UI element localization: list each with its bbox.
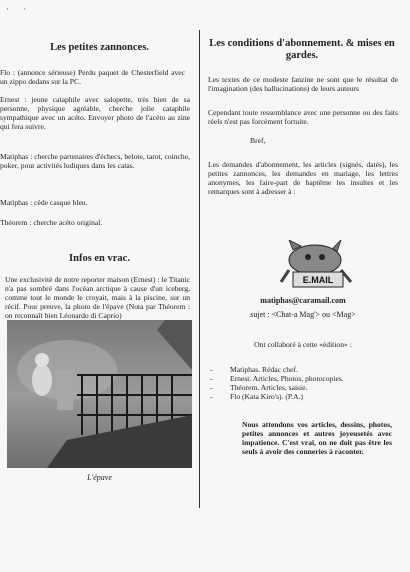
logo-label: E.MAIL <box>302 275 334 285</box>
closing-paragraph: Nous attendons vos articles, dessins, photos, petites annonces et autres joyeusetés avec impatience. C'est vrai, on ne doit pas être les seuls à avoir des conneries à raconter. <box>242 420 392 456</box>
photo-caption: L'épave <box>87 473 112 482</box>
news-text: Une exclusivité de notre reporter maison (Ernest) : le Titanic n'a pas sombré dans l'océan arctique à cause d'un iceberg, comme tout le monde le croyait, mais à la piscine, sur un récif. Pour preuve, la photo de l'épave (Nota par Théorem : on reconnaît bien Léonardo di Caprio) <box>5 275 190 320</box>
scan-mark: · · <box>6 4 33 14</box>
collaborators-title: Ont collaboré à cette «édition» : <box>254 340 352 349</box>
ad-matiphas-games: Matiphas : cherche partenaires d'échecs, belote, tarot, coinche, poker, pour activités ludiques dans les catas. <box>0 152 190 170</box>
news-title: Infos en vrac. <box>69 253 130 264</box>
collaborators-list <box>210 365 400 401</box>
ad-ernest: Ernest : jeune cataphile avec salopette, très bien de sa personne, physique agréable, cherche jolie cataphile sympathique avec un acéto. Envoyer photo de l'acéto au zine qui fera suivre. <box>0 95 190 131</box>
email-cat-logo <box>275 240 360 295</box>
email-subject: sujet : <Chat-a Mag'> ou <Mag> <box>250 310 356 319</box>
ad-flo: Flo : (annonce sérieuse) Perdu paquet de Chesterfield avec un zippo dedans sur la PC. <box>0 68 185 86</box>
disclaimer-paragraph: Les textes de ce modeste fanzine ne sont que le résultat de l'imagination (des hallucinations) de leurs auteurs <box>208 75 398 93</box>
contact-email[interactable]: matiphas@caramail.com <box>260 296 346 305</box>
ad-theorem: Théorem : cherche acéto original. <box>0 218 103 227</box>
ad-matiphas-helmet: Matiphas : cède casque bleu. <box>0 198 88 207</box>
cat-icon <box>275 240 360 295</box>
pool-photo-illustration <box>7 320 192 468</box>
ads-title: Les petites zannonces. <box>50 42 149 53</box>
collaborator-item: - Flo (Kata Kiro's). (P.A.) <box>210 392 400 401</box>
resemblance-paragraph: Cependant toute ressemblance avec une personne ou des faits réels n'est pas forcément fortuite. <box>208 108 398 126</box>
subscription-paragraph: Les demandes d'abonnement, les articles (signés, datés), les petites zannonces, les demandes en mariage, les lettres anonymes, les faire-part de baptême les insultes et les remarques sont à adresser à : <box>208 160 398 196</box>
collaborator-item: - Ernest. Articles, Photos, photocopies. <box>210 374 400 383</box>
collaborator-item: - Matiphas. Rédac chef. <box>210 365 400 374</box>
column-divider <box>199 30 200 508</box>
conditions-title: Les conditions d'abonnement. & mises en gardes. <box>209 38 395 61</box>
bref-text: Bref, <box>250 136 266 145</box>
wreck-photo <box>7 320 192 468</box>
collaborator-item: - Théorem. Articles, saisie. <box>210 383 400 392</box>
